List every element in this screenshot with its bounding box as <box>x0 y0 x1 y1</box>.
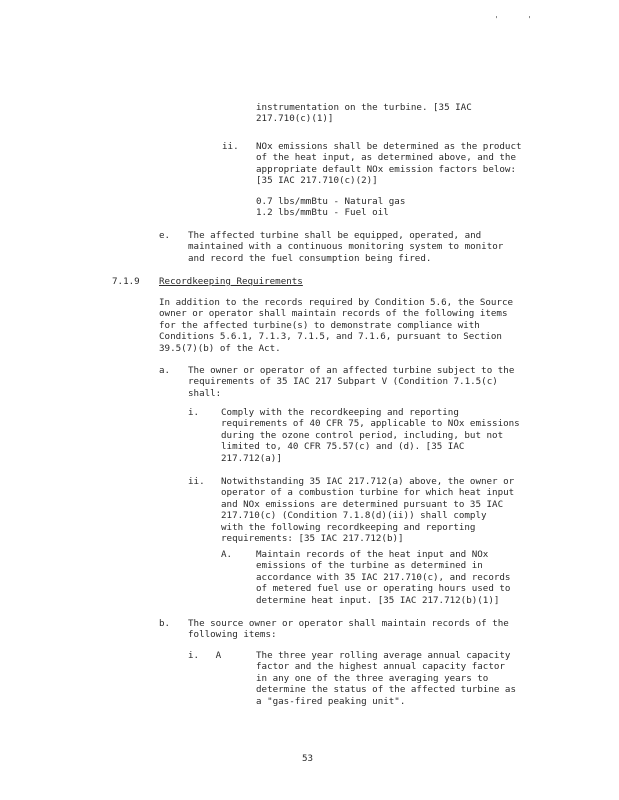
section-title: Recordkeeping Requirements <box>159 276 303 287</box>
block-text: Maintain records of the heat input and NOx emissions of the turbine as determined in accordance with 35 IAC 217.710(c), and records of metered fuel use or operating hours used to determine heat input. [35 IAC 217.712(b)(1)] <box>256 549 511 606</box>
block-text: instrumentation on the turbine. [35 IAC 217.710(c)(1)] <box>256 102 472 125</box>
block-text: In addition to the records required by Condition 5.6, the Source owner or operator shall maintain records of the following items for the affected turbine(s) to demonstrate compliance with Conditions 5.6.1, 7.1.3, 7.1.5, and 7.1.6, pursuant to Section 39.5(7)(b) of the Act. <box>159 297 514 354</box>
block-text: Notwithstanding 35 IAC 217.712(a) above, the owner or operator of a combustion turbine for which heat input and NOx emissions are determined pursuant to 35 IAC 217.710(c) (Condition 7.1.8(d)(ii)) shall comply with the following recordkeeping and reporting requirements: [35 IAC 217.712(b)] <box>221 476 515 545</box>
block-text: Comply with the recordkeeping and reporting requirements of 40 CFR 75, applicable to NOx emissions during the ozone control period, including, but not limited to, 40 CFR 75.57(c) and (d). [35 IAC 217.712(a)] <box>221 407 520 464</box>
item-label: A. <box>221 549 233 560</box>
block-text: NOx emissions shall be determined as the product of the heat input, as determined above, and the appropriate default NOx emission factors below: [35 IAC 217.710(c)(2)] <box>256 141 522 187</box>
item-label: ii. <box>222 141 239 152</box>
item-label: a. <box>159 365 171 376</box>
item-label: ii. <box>188 476 205 487</box>
item-label: i. A <box>188 650 222 661</box>
block-text: The three year rolling average annual capacity factor and the highest annual capacity factor in any one of the three averaging years to determine the status of the affected turbine as a "gas-fired peaking unit". <box>256 650 516 707</box>
item-label: b. <box>159 618 171 629</box>
item-label: e. <box>159 230 171 241</box>
block-text: 0.7 lbs/mmBtu - Natural gas 1.2 lbs/mmBtu - Fuel oil <box>256 196 406 219</box>
header-mark: ' <box>494 15 499 24</box>
item-label: i. <box>188 407 200 418</box>
header-mark: ' <box>527 15 532 24</box>
block-text: The source owner or operator shall maintain records of the following items: <box>188 618 509 641</box>
page-number: 53 <box>302 753 314 764</box>
block-text: The owner or operator of an affected turbine subject to the requirements of 35 IAC 217 Subpart V (Condition 7.1.5(c) shall: <box>188 365 515 399</box>
block-text: The affected turbine shall be equipped, operated, and maintained with a continuous monitoring system to monitor and record the fuel consumption being fired. <box>188 230 504 264</box>
section-number: 7.1.9 <box>112 276 140 287</box>
